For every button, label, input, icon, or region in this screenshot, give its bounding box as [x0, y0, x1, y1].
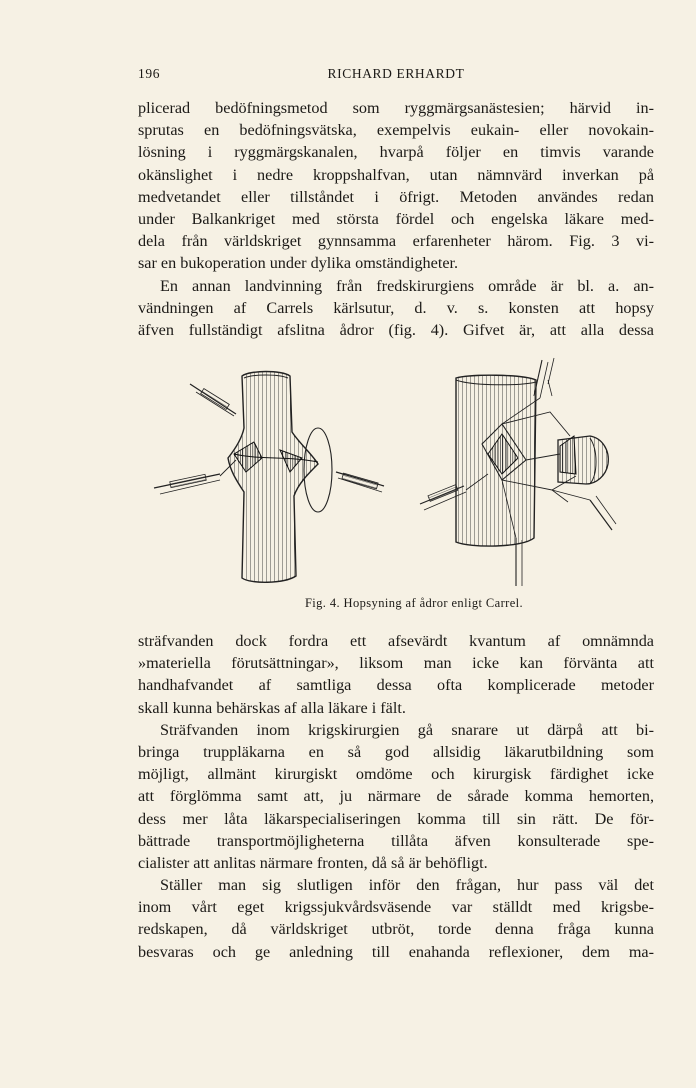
- text-line: att förglömma samt att, ju närmare de sårade komma hemorten,: [138, 787, 654, 806]
- right-vessel-drawing: [420, 358, 616, 586]
- text-line: skall kunna behärskas af alla läkare i fält.: [138, 698, 406, 717]
- text-line: bringa truppläkarna en så god allsidig läkarutbildning som: [138, 742, 654, 761]
- text-line: Ställer man sig slutligen inför den frågan, hur pass väl det: [160, 876, 654, 895]
- figure-caption: Fig. 4. Hopsyning af ådror enligt Carrel.: [304, 596, 524, 610]
- text-line: medvetandet eller tillståndet i öfrigt. Metoden användes redan: [138, 187, 654, 206]
- text-line: »materiella förutsättningar», liksom man icke kan förvänta att: [138, 654, 654, 673]
- text-line: okänslighet i nedre kroppshalfvan, utan nämnvärd inverkan på: [138, 165, 654, 184]
- paragraph-bottom: [138, 630, 654, 963]
- text-line: sprutas en bedöfningsvätska, exempelvis eukain- eller novokain-: [138, 121, 654, 140]
- figure-vessel-suture: [150, 354, 640, 594]
- text-line: sträfvanden dock fordra ett afsevärdt kvantum af omnämnda: [138, 632, 654, 650]
- text-line: Sträfvanden inom krigskirurgien gå snarare ut därpå att bi-: [160, 720, 654, 739]
- text-line: bättrade transportmöjligheterna tillåta äfven konsulterade spe-: [138, 831, 654, 850]
- running-title: RICHARD ERHARDT: [327, 66, 465, 81]
- text-line: äfven fullständigt afslitna ådror (fig. 4). Gifvet är, att alla dessa: [138, 320, 654, 339]
- text-line: dess mer låta läkarspecialiseringen komma till sin rätt. De för-: [138, 809, 654, 828]
- text-line: sar en bukoperation under dylika omständigheter.: [138, 254, 459, 273]
- text-line: dela från världskriget gynnsamma erfarenheter härom. Fig. 3 vi-: [138, 232, 654, 251]
- text-line: möjligt, allmänt kirurgiskt omdöme och kirurgisk färdighet icke: [138, 765, 654, 784]
- text-line: vändningen af Carrels kärlsutur, d. v. s. konsten att hopsy: [138, 298, 654, 317]
- left-vessel-drawing: [154, 372, 384, 583]
- text-line: redskapen, då världskriget utbröt, torde denna fråga kunna: [138, 920, 654, 939]
- text-line: cialister att anlitas närmare fronten, då så är behöfligt.: [138, 853, 488, 872]
- text-line: plicerad bedöfningsmetod som ryggmärgsanästesien; härvid in-: [138, 99, 654, 117]
- text-line: inom vårt eget krigssjukvårdsväsende var ställdt med krigsbe-: [138, 898, 654, 917]
- text-line: besvaras och ge anledning till enahanda reflexioner, dem ma-: [138, 942, 654, 961]
- page-number: 196: [138, 66, 161, 81]
- text-line: under Balkankriget med största fördel och engelska läkare med-: [138, 209, 654, 228]
- text-line: En annan landvinning från fredskirurgiens område är bl. a. an-: [160, 276, 654, 295]
- page-header: [138, 66, 654, 86]
- paragraph-top: [138, 97, 654, 341]
- text-line: handhafvandet af samtliga dessa ofta komplicerade metoder: [138, 676, 654, 695]
- text-line: lösning i ryggmärgskanalen, hvarpå följer en timvis varande: [138, 143, 654, 162]
